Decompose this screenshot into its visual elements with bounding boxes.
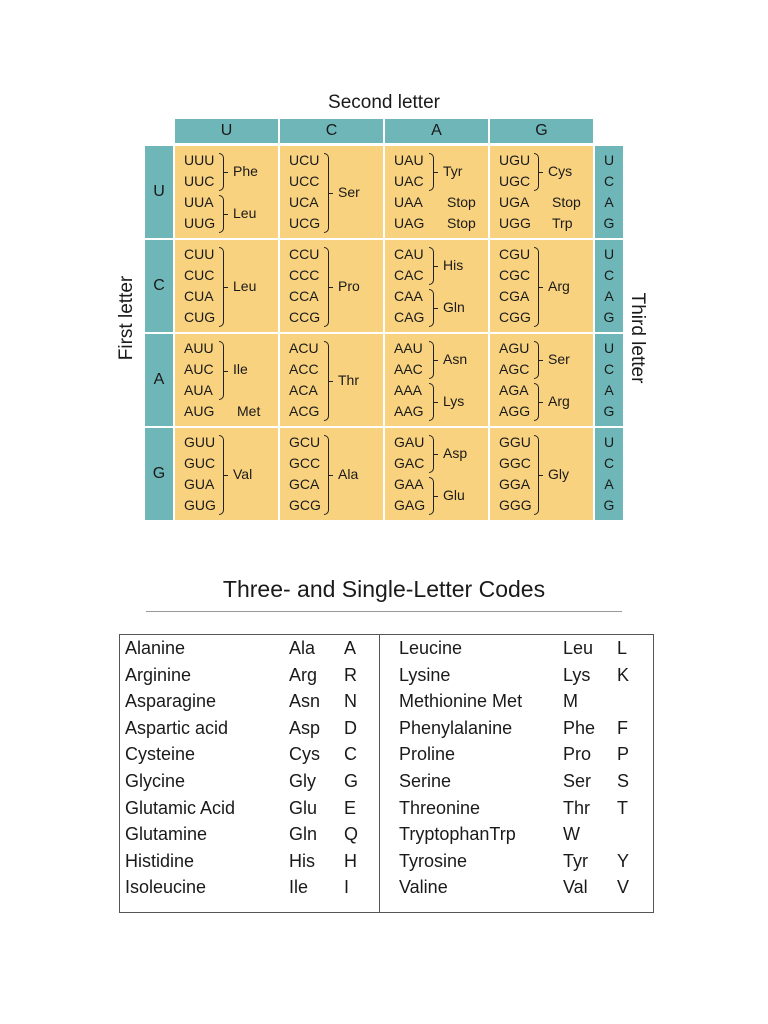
amino-acid-row	[0, 635, 768, 661]
amino-acid-label: Ser	[338, 183, 360, 200]
codon: UAU	[394, 152, 424, 168]
one-letter-code: K	[617, 664, 630, 685]
codon: UGA	[499, 194, 530, 210]
amino-acid-name: Leucine	[399, 638, 463, 658]
codon: UUU	[184, 152, 215, 168]
third-letter-g: G	[603, 215, 615, 231]
three-letter-code: Ile	[289, 877, 309, 898]
codon: GUU	[184, 434, 216, 450]
codon: GCC	[289, 455, 321, 471]
codon: CGC	[499, 267, 531, 283]
codon-cell	[280, 334, 383, 426]
third-letter-g: G	[603, 403, 615, 419]
codon: UCG	[289, 215, 321, 231]
amino-acid-name: Isoleucine	[125, 877, 207, 898]
codon: AGU	[499, 340, 530, 356]
three-letter-code: His	[289, 850, 315, 871]
amino-acid-name: Proline	[399, 744, 456, 765]
amino-acid-name: Threonine	[399, 797, 481, 818]
third-letter-column	[595, 240, 623, 332]
brace-bracket	[324, 435, 329, 515]
codon: ACG	[289, 403, 320, 419]
three-letter-code: Thr	[563, 797, 590, 818]
third-letter-a: A	[604, 288, 614, 304]
amino-acid-label: Gly	[548, 465, 569, 482]
amino-acid-label: Phe	[233, 162, 258, 179]
codon: GUG	[184, 497, 216, 513]
codon-cell	[490, 240, 593, 332]
codon: UCU	[289, 152, 320, 168]
third-letter-c: C	[603, 361, 615, 377]
codon: ACA	[289, 382, 318, 398]
third-letter-c: C	[603, 173, 615, 189]
brace-bracket	[324, 341, 329, 421]
amino-acid-name: Lysine	[399, 664, 451, 685]
codon-cell	[175, 240, 278, 332]
codon-cell	[385, 334, 488, 426]
three-letter-code: Val	[563, 877, 588, 898]
three-letter-code: Glu	[289, 797, 318, 818]
amino-acid-label: Glu	[443, 486, 465, 503]
codon: CUA	[184, 288, 214, 304]
codon: AUG	[184, 403, 215, 419]
codon: CGU	[499, 246, 531, 262]
amino-acid-row	[0, 662, 768, 688]
codon: GGG	[499, 497, 532, 513]
one-letter-code: G	[344, 771, 359, 791]
amino-acid-name: Glycine	[125, 771, 186, 791]
amino-acid-label: Stop	[552, 194, 581, 210]
codon: UGC	[499, 173, 531, 189]
codon: GGA	[499, 476, 531, 492]
one-letter-code: L	[617, 638, 628, 658]
codon-cell	[280, 146, 383, 238]
amino-acid-name: Histidine	[125, 850, 195, 871]
three-letter-code: Cys	[289, 744, 320, 765]
third-letter-u: U	[603, 246, 615, 262]
three-letter-code: Gln	[289, 824, 318, 845]
codon: ACC	[289, 361, 319, 377]
codon-cell	[490, 334, 593, 426]
codon: CAU	[394, 246, 424, 262]
codon-cell	[175, 334, 278, 426]
three-letter-code: Gly	[289, 771, 316, 791]
codon-cell	[385, 146, 488, 238]
amino-acid-row	[0, 848, 768, 874]
column-header-g: G	[490, 119, 593, 143]
codon: AUU	[184, 340, 214, 356]
codon: AGG	[499, 403, 531, 419]
amino-acid-name: Cysteine	[125, 744, 196, 765]
amino-acid-label: Gln	[443, 298, 465, 315]
amino-acid-label: Leu	[233, 204, 257, 221]
one-letter-code: S	[617, 771, 630, 791]
amino-acid-name: Glutamic Acid	[125, 797, 236, 818]
one-letter-code: E	[344, 797, 357, 818]
brace-bracket	[534, 153, 539, 191]
first-letter-label: First letter	[116, 275, 137, 361]
amino-acid-name: Methionine Met	[399, 691, 523, 712]
third-letter-u: U	[603, 434, 615, 450]
codon: AUA	[184, 382, 213, 398]
codon: GCA	[289, 476, 320, 492]
brace-bracket	[429, 477, 434, 515]
amino-acid-row	[0, 821, 768, 847]
codon: AUC	[184, 361, 214, 377]
amino-acid-label: His	[443, 256, 464, 273]
column-header-c: C	[280, 119, 383, 143]
codon: AAG	[394, 403, 424, 419]
column-header-a: A	[385, 119, 488, 143]
amino-acid-label: Trp	[552, 215, 573, 231]
codon: CAG	[394, 309, 425, 325]
amino-acid-row	[0, 874, 768, 900]
brace-bracket	[429, 153, 434, 191]
three-letter-code: Ser	[563, 771, 592, 791]
codon: GCU	[289, 434, 321, 450]
amino-acid-row	[0, 768, 768, 794]
codon: GAA	[394, 476, 424, 492]
amino-acid-label: Leu	[233, 277, 257, 294]
codon-cell	[280, 428, 383, 520]
third-letter-a: A	[604, 194, 614, 210]
amino-acid-name: Asparagine	[125, 691, 217, 712]
codon: ACU	[289, 340, 319, 356]
three-letter-code: Ala	[289, 638, 316, 658]
codon-cell	[385, 428, 488, 520]
one-letter-code: A	[344, 638, 357, 658]
brace-bracket	[219, 247, 224, 327]
amino-acid-label: Ser	[548, 350, 570, 367]
codon: UAG	[394, 215, 425, 231]
codon-cell	[175, 146, 278, 238]
codon: CGG	[499, 309, 531, 325]
one-letter-code: H	[344, 850, 357, 871]
third-letter-u: U	[603, 340, 615, 356]
codes-title: Three- and Single-Letter Codes	[222, 576, 546, 602]
codon: AGC	[499, 361, 530, 377]
one-letter-code: N	[344, 691, 357, 712]
row-header-u: U	[145, 146, 173, 238]
column-header-u: U	[175, 119, 278, 143]
codon: UUA	[184, 194, 214, 210]
row-header-g: G	[145, 428, 173, 520]
second-letter-label: Second letter	[328, 92, 440, 113]
codon-cell	[490, 146, 593, 238]
codon: UCC	[289, 173, 320, 189]
third-letter-c: C	[603, 267, 615, 283]
codon: AAU	[394, 340, 423, 356]
amino-acid-label: Stop	[447, 215, 476, 231]
amino-acid-label: Lys	[443, 392, 465, 409]
amino-acid-label: Arg	[548, 277, 570, 294]
amino-acid-name: TryptophanTrp	[399, 824, 516, 845]
brace-bracket	[534, 435, 539, 515]
one-letter-code: I	[344, 877, 350, 898]
three-letter-code: Tyr	[563, 850, 588, 871]
amino-acid-name: Tyrosine	[399, 850, 468, 871]
amino-acid-label: Ile	[233, 361, 248, 377]
codon: CUU	[184, 246, 215, 262]
brace-bracket	[534, 247, 539, 327]
brace-bracket	[219, 195, 224, 233]
one-letter-code: T	[617, 797, 628, 818]
amino-acid-row	[0, 715, 768, 741]
codon: UAA	[394, 194, 423, 210]
codon: CCU	[289, 246, 320, 262]
brace-bracket	[219, 435, 224, 515]
codon: CAC	[394, 267, 424, 283]
brace-bracket	[429, 247, 434, 285]
codon: GAU	[394, 434, 425, 450]
codon: GGC	[499, 455, 531, 471]
one-letter-code: Y	[617, 850, 630, 871]
codon: GCG	[289, 497, 321, 513]
third-letter-a: A	[604, 382, 614, 398]
third-letter-g: G	[603, 497, 615, 513]
codon: UCA	[289, 194, 319, 210]
third-letter-label: Third letter	[627, 292, 648, 384]
codon: UGG	[499, 215, 531, 231]
amino-acid-label: Stop	[447, 194, 476, 210]
third-letter-a: A	[604, 476, 614, 492]
codon-cell	[280, 240, 383, 332]
codon: CUC	[184, 267, 215, 283]
three-letter-code: Asp	[289, 717, 321, 738]
amino-acid-row	[0, 688, 768, 714]
codon: GAG	[394, 497, 426, 513]
codon: GGU	[499, 434, 531, 450]
three-letter-code: M	[563, 691, 578, 712]
row-header-c: C	[145, 240, 173, 332]
one-letter-code: F	[617, 717, 628, 738]
amino-acid-label: Arg	[548, 392, 570, 409]
amino-acid-row	[0, 795, 768, 821]
third-letter-column	[595, 146, 623, 238]
one-letter-code: R	[344, 664, 357, 685]
amino-acid-name: Aspartic acid	[125, 717, 229, 738]
codon: UUC	[184, 173, 215, 189]
brace-bracket	[219, 341, 224, 400]
amino-acid-name: Serine	[399, 771, 452, 791]
codon: GUC	[184, 455, 216, 471]
third-letter-u: U	[603, 152, 615, 168]
codon: CCG	[289, 309, 321, 325]
amino-acid-label: Val	[233, 465, 253, 482]
brace-bracket	[429, 435, 434, 473]
brace-bracket	[429, 383, 434, 421]
amino-acid-label: Pro	[338, 277, 360, 294]
codon: CCA	[289, 288, 319, 304]
amino-acid-label: Asp	[443, 444, 468, 461]
brace-bracket	[324, 247, 329, 327]
three-letter-code: Leu	[563, 638, 594, 658]
amino-acid-label: Tyr	[443, 162, 463, 179]
one-letter-code: Q	[344, 824, 359, 845]
amino-acid-label: Ala	[338, 465, 359, 482]
brace-bracket	[534, 341, 539, 379]
codon-cell	[175, 428, 278, 520]
codon: AAC	[394, 361, 423, 377]
one-letter-code: P	[617, 744, 630, 765]
codon: UUG	[184, 215, 216, 231]
amino-acid-label: Met	[237, 403, 261, 419]
third-letter-g: G	[603, 309, 615, 325]
three-letter-code: W	[563, 824, 580, 845]
one-letter-code: C	[344, 744, 357, 765]
title-divider	[146, 611, 622, 612]
three-letter-code: Asn	[289, 691, 321, 712]
codon: CUG	[184, 309, 216, 325]
codon: CAA	[394, 288, 423, 304]
codon: AAA	[394, 382, 423, 398]
amino-acid-label: Thr	[338, 371, 359, 388]
codon: AGA	[499, 382, 529, 398]
brace-bracket	[219, 153, 224, 191]
codon: GUA	[184, 476, 215, 492]
third-letter-column	[595, 428, 623, 520]
row-header-a: A	[145, 334, 173, 426]
codon: UGU	[499, 152, 531, 168]
amino-acid-name: Alanine	[125, 638, 186, 658]
codon-cell	[490, 428, 593, 520]
amino-acid-name: Phenylalanine	[399, 717, 513, 738]
amino-acid-name: Arginine	[125, 664, 192, 685]
third-letter-c: C	[603, 455, 615, 471]
three-letter-code: Pro	[563, 744, 592, 765]
codon: UAC	[394, 173, 424, 189]
codon: CGA	[499, 288, 530, 304]
three-letter-code: Arg	[289, 664, 318, 685]
brace-bracket	[324, 153, 329, 233]
third-letter-column	[595, 334, 623, 426]
codon-cell	[385, 240, 488, 332]
one-letter-code: V	[617, 877, 630, 898]
amino-acid-name: Valine	[399, 877, 448, 898]
amino-acid-name: Glutamine	[125, 824, 208, 845]
brace-bracket	[534, 383, 539, 421]
three-letter-code: Lys	[563, 664, 591, 685]
brace-bracket	[429, 289, 434, 327]
codon: GAC	[394, 455, 425, 471]
amino-acid-row	[0, 741, 768, 767]
brace-bracket	[429, 341, 434, 379]
amino-acid-label: Cys	[548, 162, 573, 179]
codon: CCC	[289, 267, 320, 283]
amino-acid-label: Asn	[443, 350, 468, 367]
one-letter-code: D	[344, 717, 357, 738]
three-letter-code: Phe	[563, 717, 596, 738]
